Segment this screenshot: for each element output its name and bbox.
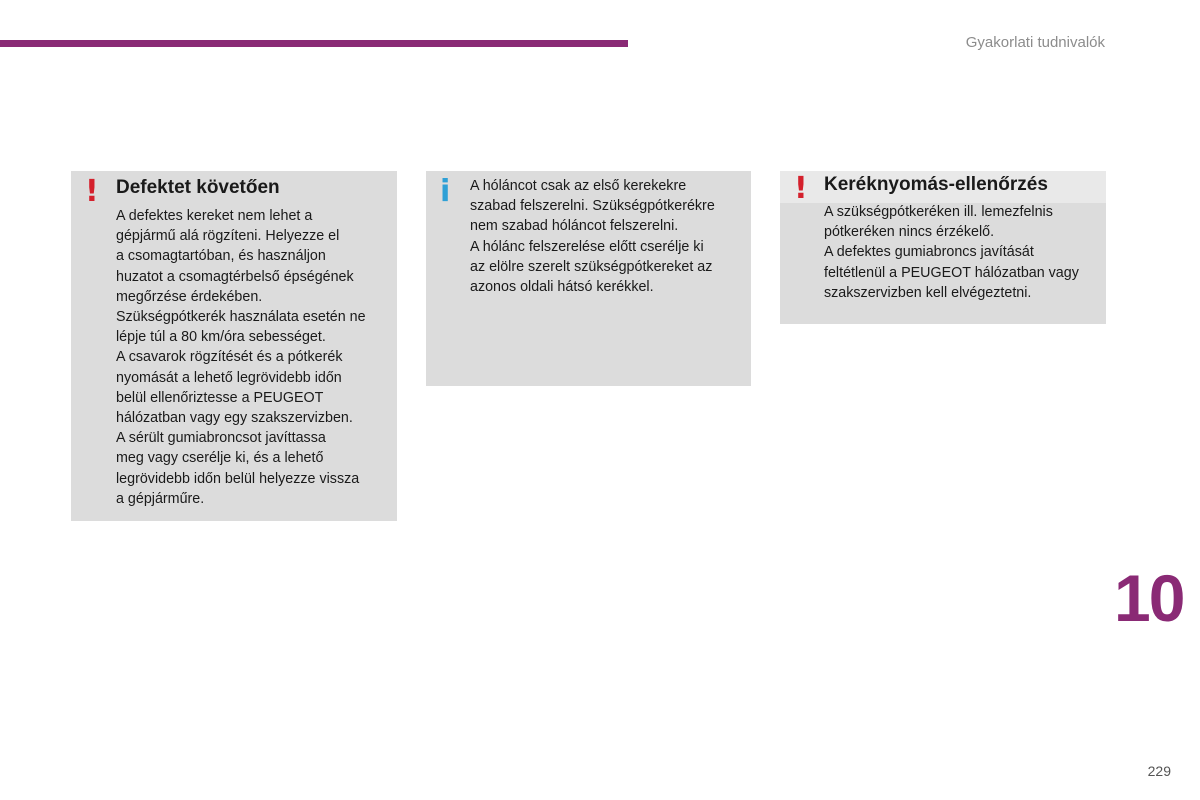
body-line: Szükségpótkerék használata esetén ne [116, 309, 366, 326]
body-line: feltétlenül a PEUGEOT hálózatban vagy [824, 264, 1079, 281]
header-accent-bar [0, 40, 628, 47]
info-icon: i [440, 174, 451, 209]
box-title: Keréknyomás-ellenőrzés [824, 174, 1048, 195]
chapter-number: 10 [1114, 561, 1184, 635]
box-title: Defektet követően [116, 177, 280, 198]
body-line: A csavarok rögzítését és a pótkerék [116, 349, 343, 366]
box-body [116, 206, 391, 509]
body-line: A sérült gumiabroncsot javíttassa [116, 430, 326, 447]
info-box-snow-chains [426, 171, 751, 386]
body-line: a csomagtartóban, és használjon [116, 248, 326, 265]
body-line: A defektes gumiabroncs javítását [824, 244, 1034, 261]
body-line: meg vagy cserélje ki, és a lehető [116, 450, 324, 467]
body-line: A hóláncot csak az első kerekekre [470, 178, 687, 194]
body-line: pótkeréken nincs érzékelő. [824, 224, 995, 241]
body-line: azonos oldali hátsó kerékkel. [470, 279, 654, 296]
body-line: az elölre szerelt szükségpótkereket az [470, 258, 713, 275]
body-line: huzatot a csomagtérbelső épségének [116, 268, 354, 285]
body-line: szakszervizben kell elvégeztetni. [824, 284, 1032, 301]
warning-exclamation-icon: ! [85, 174, 99, 209]
body-line: legrövidebb időn belül helyezze vissza [116, 470, 360, 487]
body-line: lépje túl a 80 km/óra sebességet. [116, 329, 326, 346]
warning-box-tyre-pressure [780, 171, 1106, 324]
body-line: hálózatban vagy egy szakszervizben. [116, 410, 353, 427]
page-number: 229 [1147, 763, 1171, 779]
body-line: a gépjárműre. [116, 490, 205, 507]
box-body [824, 202, 1104, 303]
body-line: A defektes kereket nem lehet a [116, 208, 313, 224]
body-line: gépjármű alá rögzíteni. Helyezze el [116, 228, 340, 245]
body-line: nyomását a lehető legrövidebb időn [116, 369, 342, 386]
body-line: nem szabad hóláncot felszerelni. [470, 218, 679, 235]
body-line: A hólánc felszerelése előtt cserélje ki [470, 238, 704, 255]
body-line: szabad felszerelni. Szükségpótkerékre [470, 198, 715, 215]
warning-exclamation-icon: ! [794, 171, 808, 206]
box-body [470, 176, 745, 297]
warning-box-puncture [71, 171, 397, 521]
body-line: belül ellenőriztesse a PEUGEOT [116, 389, 324, 406]
body-line: A szükségpótkeréken ill. lemezfelnis [824, 204, 1053, 220]
section-title: Gyakorlati tudnivalók [965, 34, 1105, 51]
body-line: megőrzése érdekében. [116, 288, 263, 305]
